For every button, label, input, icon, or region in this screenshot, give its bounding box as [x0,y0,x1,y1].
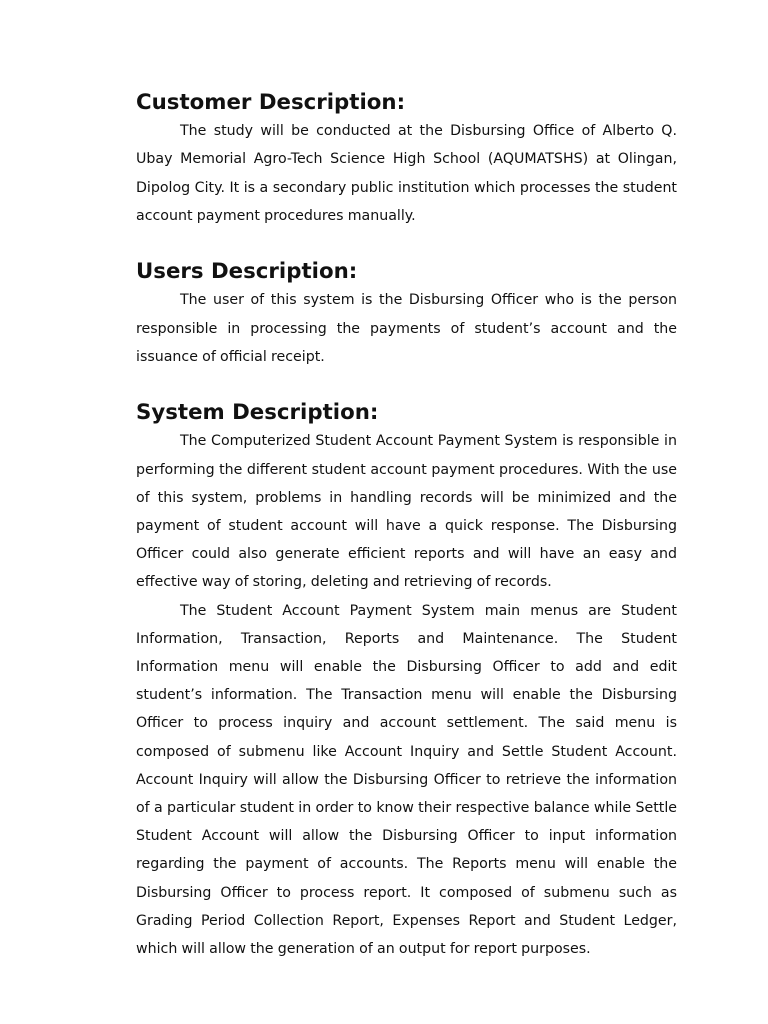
section-spacer [136,371,677,399]
section-heading: Users Description: [136,259,358,285]
system-description-section [136,399,677,963]
section-heading: Customer Description: [136,90,406,115]
users-description-section [136,258,677,371]
section-paragraph: The user of this system is the Disbursing Officer who is the person responsible in processing the payments of student’s account and the issuance of official receipt. [136,292,677,365]
section-paragraph: The Computerized Student Account Payment System is responsible in performing the different student account payment procedures. With the use of this system, problems in handling records will be minimized and the payment of student account will have a quick response. The Disbursing Officer could also generate efficient reports and will have an easy and effective way of storing, deleting and retrieving of records. [136,433,677,591]
document-page [136,89,677,963]
customer-description-section [136,89,677,230]
section-paragraph: The Student Account Payment System main menus are Student Information, Transaction, Reports and Maintenance. The Student Information menu will enable the Disbursing Officer to add and edit student’s information. The Transaction menu will enable the Disbursing Officer to process inquiry and account settlement. The said menu is composed of submenu like Account Inquiry and Settle Student Account. Account Inquiry will allow the Disbursing Officer to retrieve the information of a particular student in order to know their respective balance while Settle Student Account will allow the Disbursing Officer to input information regarding the payment of accounts. The Reports menu will enable the Disbursing Officer to process report. It composed of submenu such as Grading Period Collection Report, Expenses Report and Student Ledger, which will allow the generation of an output for report purposes. [136,602,677,958]
section-paragraph: The study will be conducted at the Disbursing Office of Alberto Q. Ubay Memorial Agro-Tech Science High School (AQUMATSHS) at Olingan, Dipolog City. It is a secondary public institution which processes the student account payment procedures manually. [136,123,677,224]
section-heading: System Description: [136,400,379,426]
section-spacer [136,230,677,258]
